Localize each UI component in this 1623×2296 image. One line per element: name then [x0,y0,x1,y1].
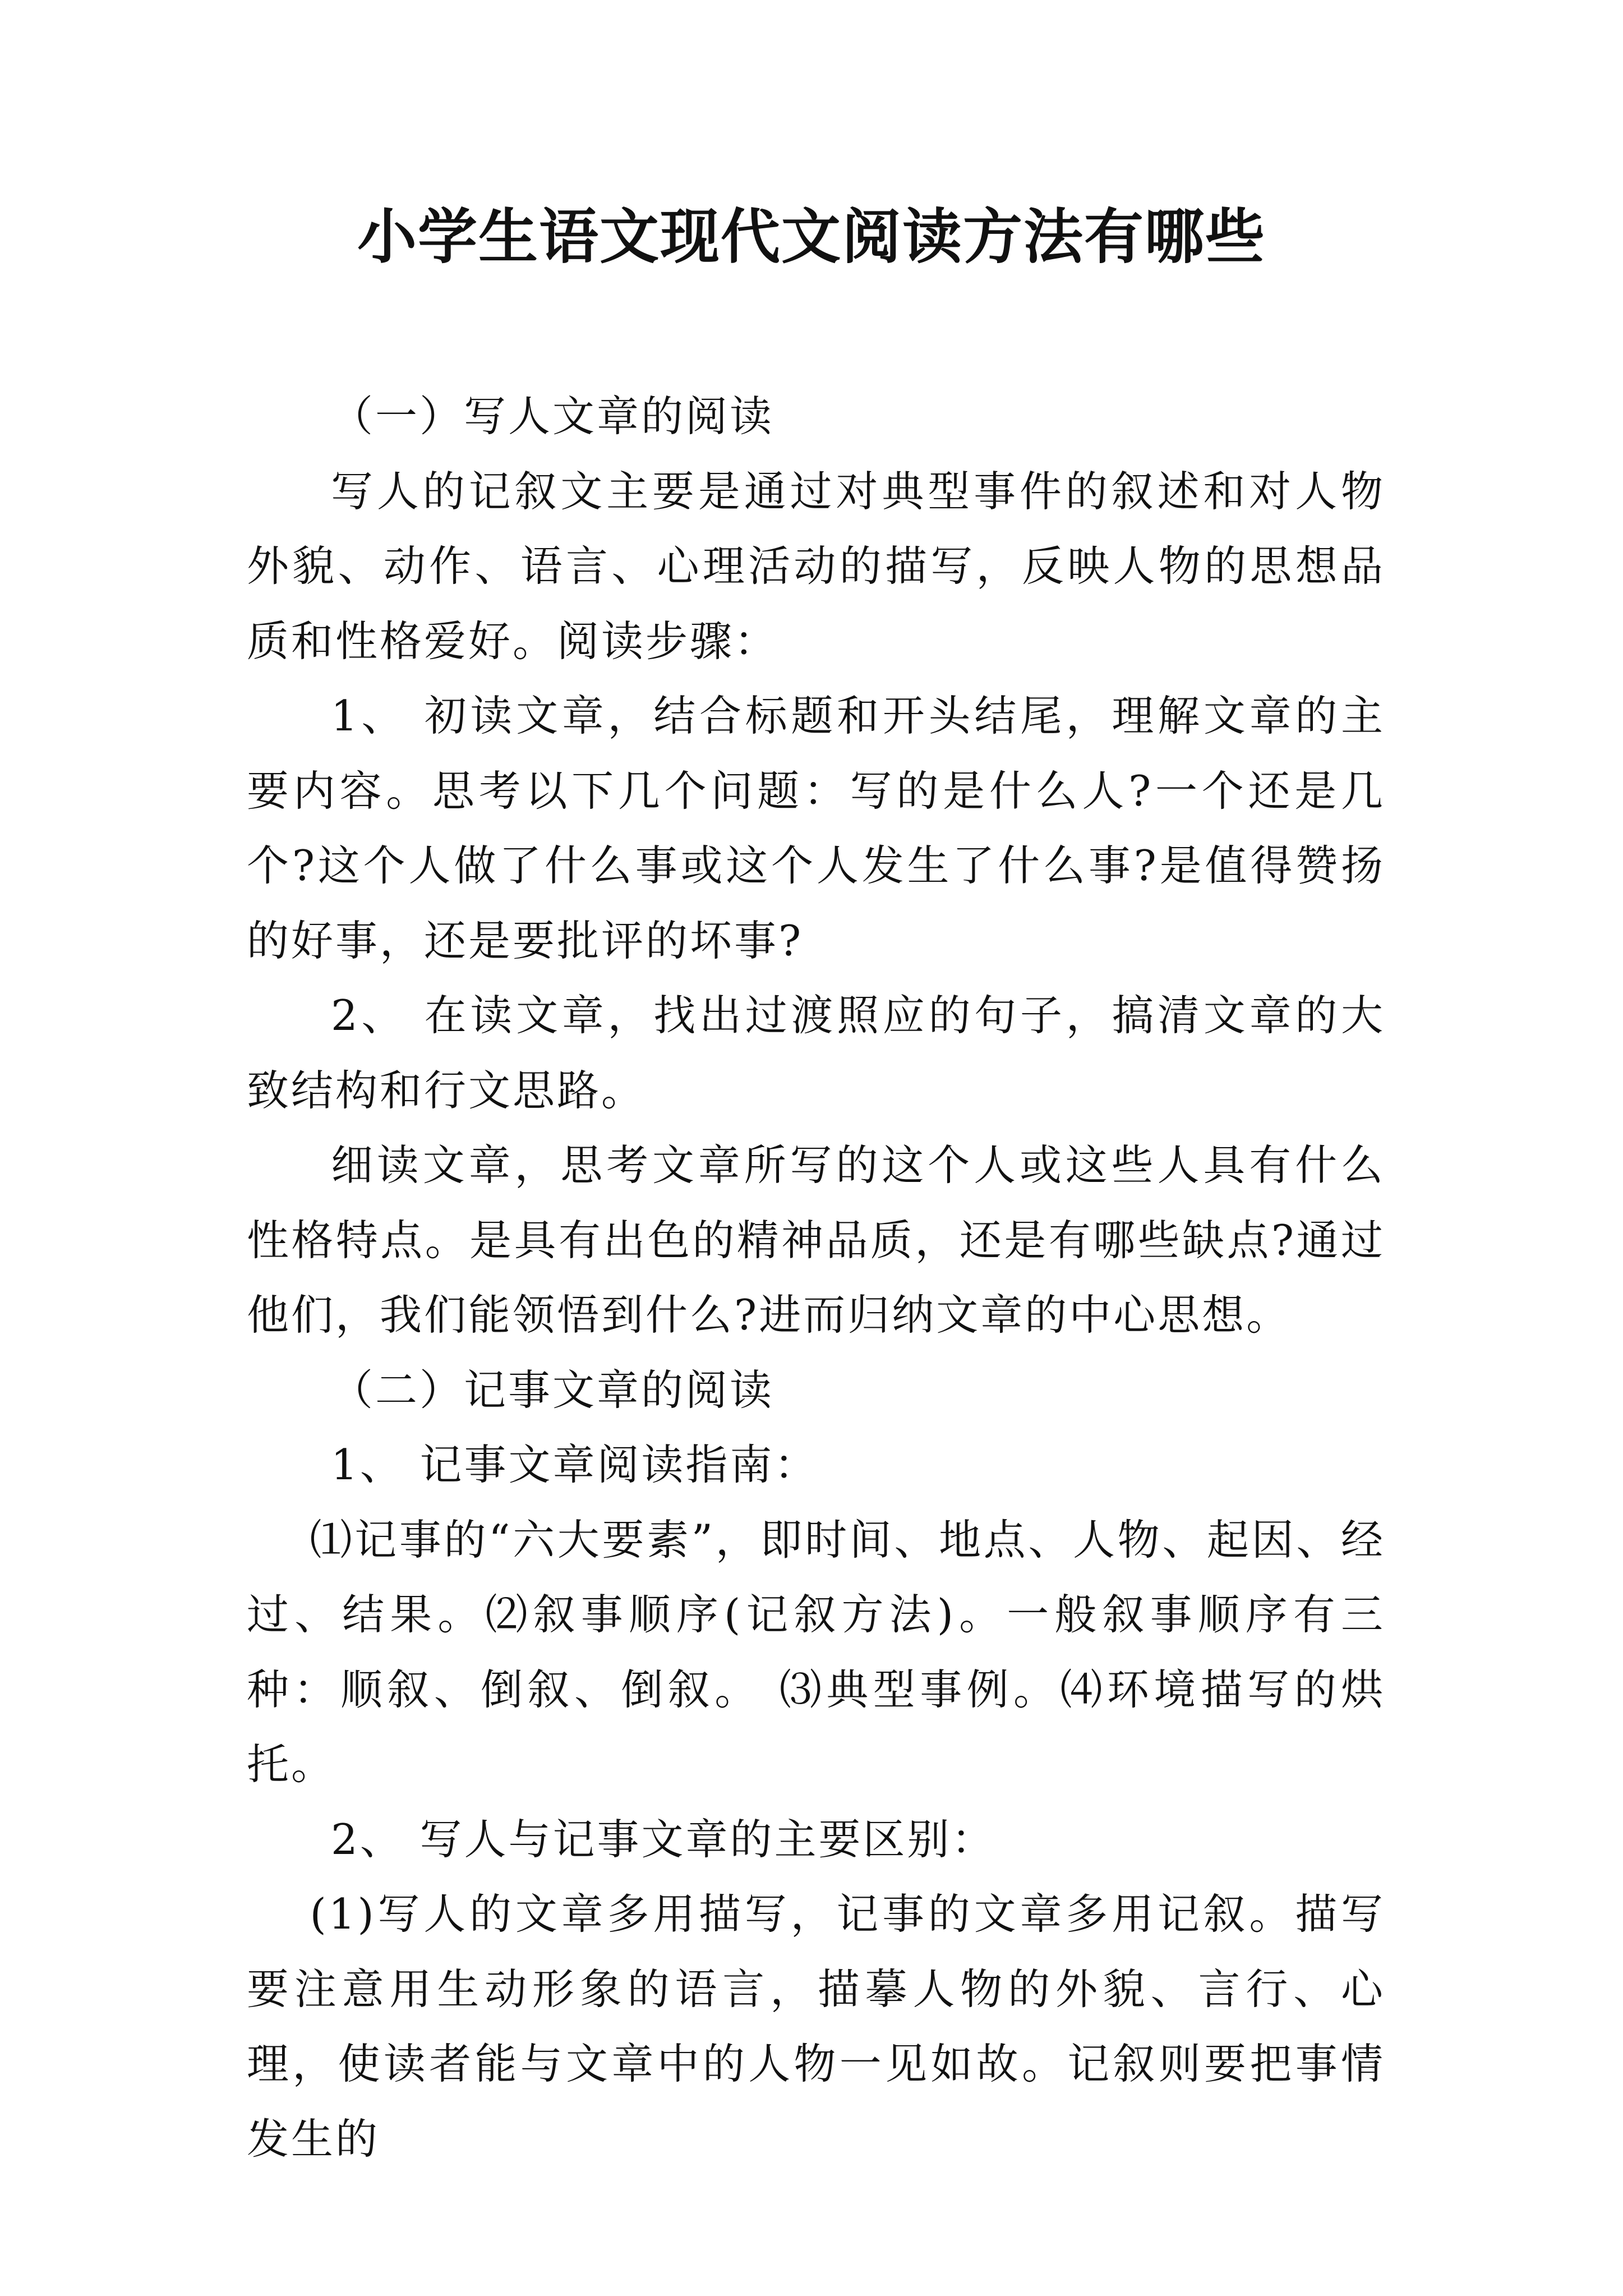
paragraph-step-1: 1、 初读文章，结合标题和开头结尾，理解文章的主要内容。思考以下几个问题：写的是什么人?一个还是几个?这个人做了什么事或这个人发生了什么事?是值得赞扬的好事，还是要批评的坏事? [247,691,1385,965]
section-heading-2: （二）记事文章的阅读 [331,1365,774,1415]
document-body [247,379,1385,2177]
paragraph-difference: (1)写人的文章多用描写，记事的文章多用记叙。描写要注意用生动形象的语言，描摹人物的外貌、言行、心理，使读者能与文章中的人物一见如故。记叙则要把事情发生的 [247,1889,1385,2164]
paragraph-six-elements: ⑴记事的“六大要素”，即时间、地点、人物、起因、经过、结果。⑵叙事顺序(记叙方法)。一般叙事顺序有三种：顺叙、倒叙、倒叙。 ⑶典型事例。⑷环境描写的烘托。 [247,1515,1385,1789]
paragraph-step-3: 细读文章，思考文章所写的这个人或这些人具有什么性格特点。是具有出色的精神品质，还是有哪些缺点?通过他们，我们能领悟到什么?进而归纳文章的中心思想。 [247,1140,1385,1340]
paragraph-intro: 写人的记叙文主要是通过对典型事件的叙述和对人物外貌、动作、语言、心理活动的描写，反映人物的思想品质和性格爱好。阅读步骤： [247,466,1385,666]
document-title: 小学生语文现代文阅读方法有哪些 [357,203,1266,272]
subheading-guide: 1、 记事文章阅读指南： [331,1440,819,1489]
paragraph-step-2: 2、 在读文章，找出过渡照应的句子，搞清文章的大致结构和行文思路。 [247,991,1385,1115]
section-heading-1: （一）写人文章的阅读 [331,392,774,441]
subheading-difference: 2、 写人与记事文章的主要区别： [331,1814,996,1864]
